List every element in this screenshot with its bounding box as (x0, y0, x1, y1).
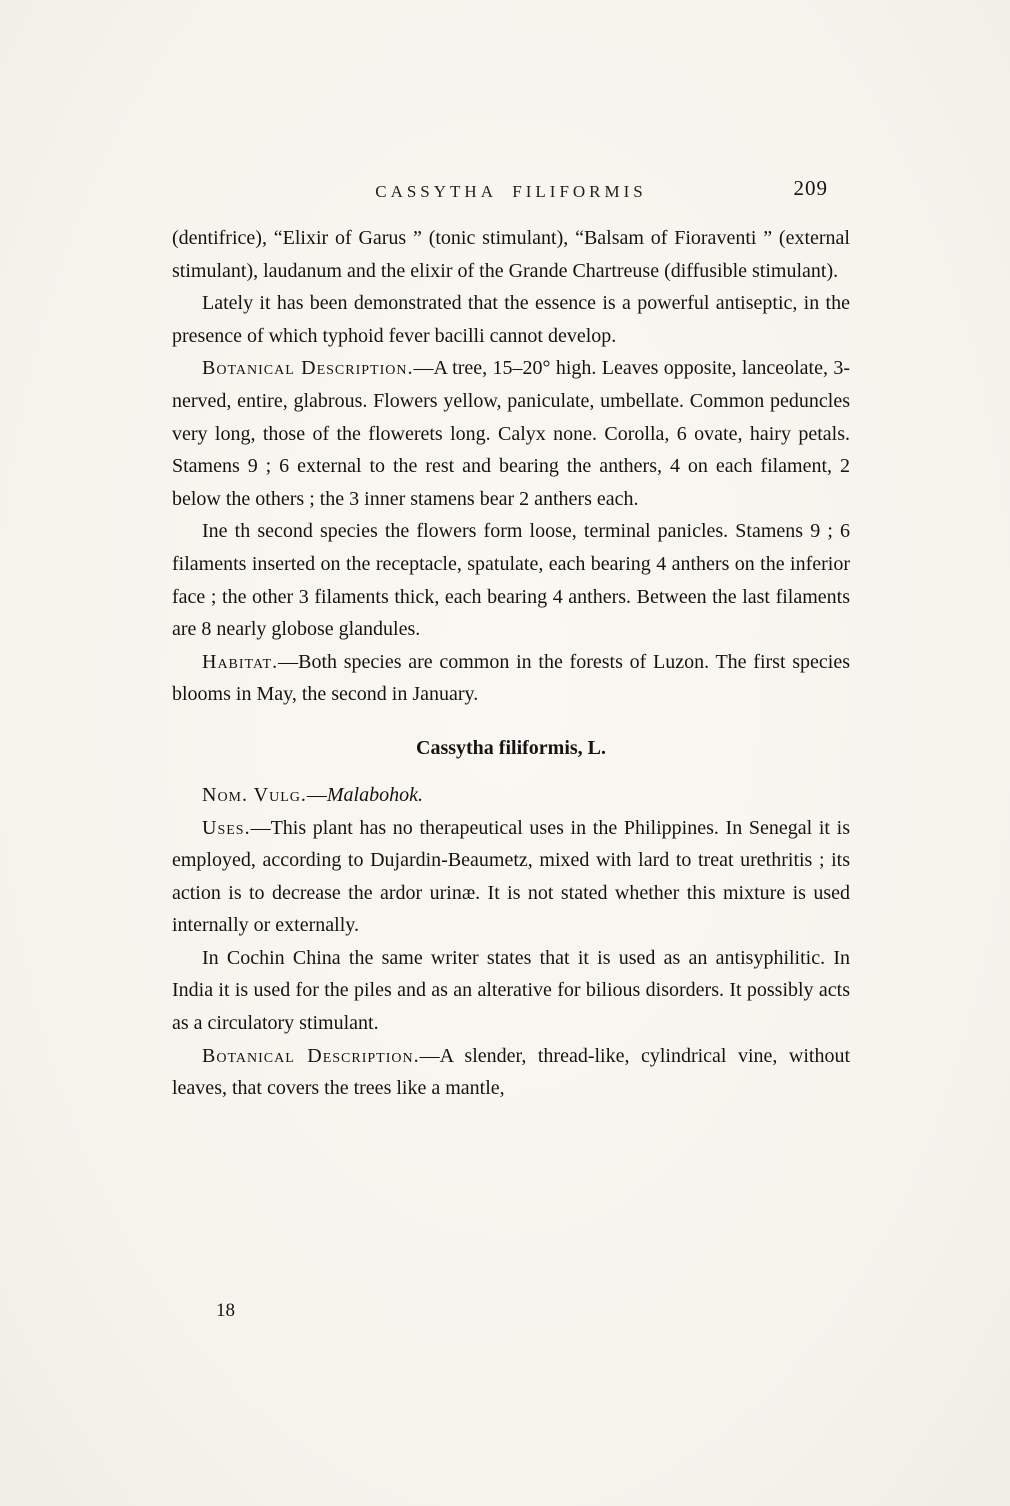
paragraph (172, 1040, 850, 1105)
signature-mark: 18 (216, 1300, 235, 1321)
text-run: Ine th second species the flowers form loose, terminal panicles. Stamens 9 ; 6 filaments inserted on the receptacle, spatulate, each bearing 4 anthers on the inferior face ; the other 3 filaments thick, each bearing 4 anthers. Between the last filaments are 8 nearly globose glandules. (172, 520, 850, 641)
text-run-smallcaps: Botanical Description. (202, 357, 414, 380)
text-run: In Cochin China the same writer states that it is used as an antisyphilitic. In India it is used for the piles and as an alterative for bilious disorders. It possibly acts as a circulatory stimulant. (172, 946, 850, 1035)
text-run: —This plant has no therapeutical uses in the Philippines. In Senegal it is employed, according to Dujardin-Beaumetz, mixed with lard to treat urethritis ; its action is to decrease the ardor urinæ. It is not stated whether this mixture is used internally or externally. (172, 816, 850, 937)
text-run: —A slender, thread-like, cylindrical vine, without leaves, that covers the trees like a mantle, (172, 1044, 850, 1100)
paragraph (172, 352, 850, 515)
text-run: — (306, 783, 327, 806)
paragraph (172, 515, 850, 645)
paragraph (172, 812, 850, 942)
text-run-smallcaps: Habitat. (202, 650, 279, 673)
text-run-smallcaps: Botanical Description. (202, 1044, 420, 1067)
paragraph (172, 222, 850, 287)
page-number: 209 (793, 176, 828, 200)
text-run: —A tree, 15–20° high. Leaves opposite, lanceolate, 3-nerved, entire, glabrous. Flowers yellow, paniculate, umbellate. Common peduncles very long, those of the flowerets long. Calyx none. Corolla, 6 ovate, hairy petals. Stamens 9 ; 6 external to the rest and bearing the anthers, 4 on each filament, 2 below the others ; the 3 inner stamens bear 2 anthers each. (172, 357, 850, 510)
section-heading: Cassytha filiformis, L. (416, 736, 606, 759)
text-run: (dentifrice), “Elixir of Garus ” (tonic stimulant), “Balsam of Fioraventi ” (external stimulant), laudanum and the elixir of the Grande Chartreuse (diffusible stimulant). (172, 227, 850, 282)
text-body (172, 222, 850, 1105)
paragraph (172, 779, 850, 812)
text-run-italic: Malabohok. (326, 783, 423, 806)
running-head (172, 176, 850, 210)
text-run: Lately it has been demonstrated that the essence is a powerful antiseptic, in the presence of which typhoid fever bacilli cannot develop. (172, 292, 850, 347)
paragraph (172, 646, 850, 711)
text-block (172, 176, 850, 1105)
running-title: CASSYTHA FILIFORMIS (375, 182, 647, 201)
paragraph (172, 287, 850, 352)
paragraph (172, 942, 850, 1040)
text-run-smallcaps: Nom. Vulg. (202, 783, 307, 806)
text-run-smallcaps: Uses. (202, 816, 251, 839)
text-run: —Both species are common in the forests of Luzon. The first species blooms in May, the second in January. (172, 650, 850, 706)
